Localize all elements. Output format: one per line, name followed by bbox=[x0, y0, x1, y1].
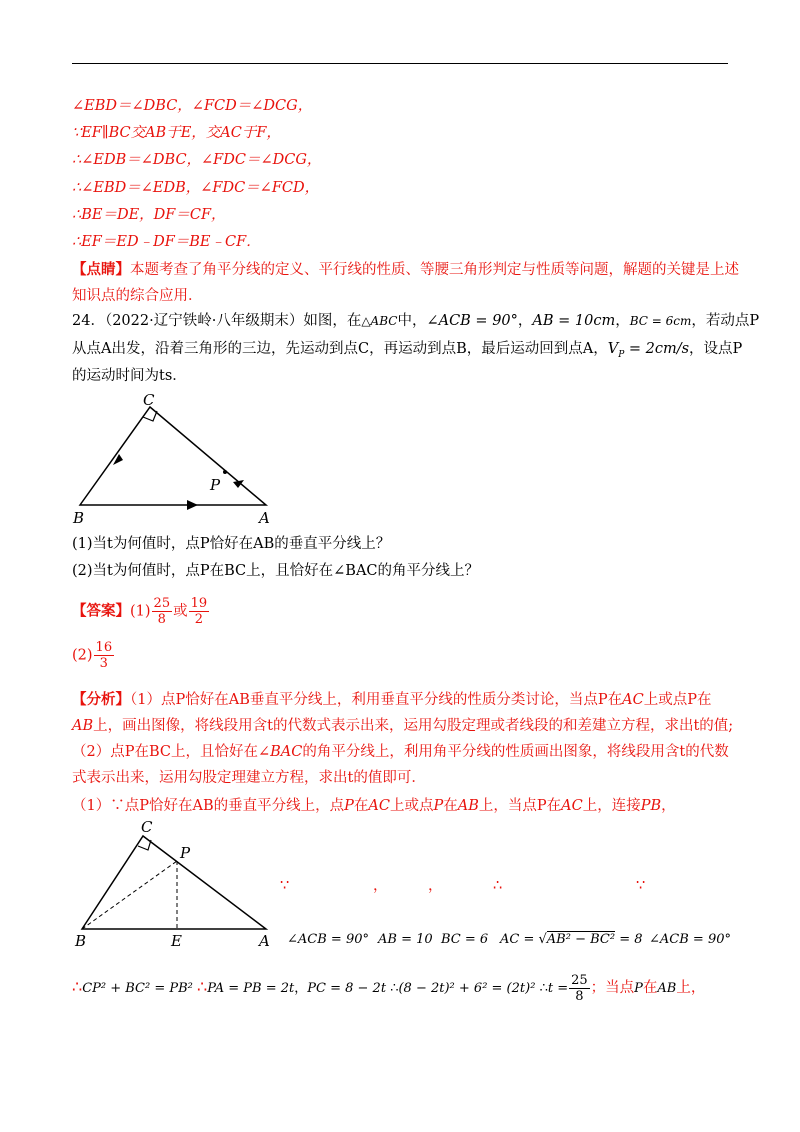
problem-ab: AB = 10cm bbox=[532, 313, 616, 329]
analysis-ac: AC bbox=[622, 692, 644, 708]
problem-vp: V bbox=[607, 341, 619, 357]
header-rule bbox=[72, 63, 728, 64]
problem-text-e: ，设点P bbox=[689, 341, 743, 357]
dianjing-text-1: 本题考查了角平分线的定义、平行线的性质、等腰三角形判定与性质等问题，解题的关键是上述 bbox=[130, 262, 739, 278]
final-frac-num: 25 bbox=[571, 973, 588, 988]
label-a: A bbox=[259, 509, 270, 527]
answer-frac-2 bbox=[189, 596, 210, 627]
label-b-2: B bbox=[75, 932, 87, 950]
problem-angle: ∠ACB = 90° bbox=[426, 313, 518, 329]
answer-line-2 bbox=[72, 640, 115, 671]
solution-ac-2: AC bbox=[561, 798, 583, 814]
analysis-text-1a: （1）点P恰好在AB垂直平分线上，利用垂直平分线的性质分类讨论，当点P在 bbox=[130, 692, 623, 708]
final-ab: AB bbox=[657, 981, 677, 996]
answer-frac-1-den: 8 bbox=[157, 612, 166, 627]
final-frac bbox=[569, 973, 590, 1004]
label-c-2: C bbox=[141, 818, 153, 836]
dianjing-line-1 bbox=[72, 260, 739, 280]
answer-frac-2-num: 19 bbox=[190, 596, 208, 611]
triangle-figure-2 bbox=[70, 818, 280, 953]
final-eq-3: PC = 8 − 2t bbox=[307, 981, 387, 996]
problem-line-1 bbox=[72, 311, 759, 331]
proof-line-6: ∴EF＝ED﹣DF＝BE﹣CF． bbox=[72, 234, 261, 250]
problem-line-3: 的运动时间为ts． bbox=[72, 368, 187, 384]
label-e-2: E bbox=[171, 932, 182, 950]
problem-text-a: 24．（2022·辽宁铁岭·八年级期末）如图，在 bbox=[72, 313, 362, 329]
solution-ab: AB bbox=[457, 798, 479, 814]
problem-text-b: 中， bbox=[397, 313, 427, 329]
analysis-bac: ∠BAC bbox=[258, 744, 303, 760]
triangle-abc bbox=[80, 407, 266, 505]
final-therefore-1: ∴ bbox=[72, 977, 83, 996]
problem-text-d: 从点A出发，沿着三角形的三边，先运动到点C，再运动到点B，最后运动回到点A， bbox=[72, 341, 608, 357]
arrow-a-to-c bbox=[233, 480, 244, 488]
analysis-ab: AB bbox=[72, 718, 94, 734]
solution-text-a: （1）∵点P恰好在AB的垂直平分线上，点 bbox=[72, 798, 345, 814]
answer-frac-1 bbox=[152, 596, 173, 627]
label-a-2: A bbox=[259, 932, 270, 950]
eq-bc: BC = 6 bbox=[441, 932, 489, 947]
final-tail-2: 在 bbox=[642, 980, 658, 996]
point-p-dot bbox=[223, 470, 227, 474]
solution-text-g: ， bbox=[661, 798, 676, 814]
comma-1: ， bbox=[373, 878, 388, 894]
analysis-text-2: 上，画出图像，将线段用含t的代数式表示出来，运用勾股定理或者线段的和差建立方程，求出t的值; bbox=[93, 718, 734, 734]
final-eq-1: CP² + BC² = PB² bbox=[82, 981, 193, 996]
problem-line-2 bbox=[72, 339, 742, 365]
dashed-pb bbox=[82, 861, 177, 929]
because-2: ∵ bbox=[636, 878, 646, 894]
analysis-line-2 bbox=[72, 716, 733, 736]
label-p: P bbox=[210, 476, 221, 494]
final-eq-4: (8 − 2t)² + 6² = (2t)² bbox=[398, 981, 536, 996]
analysis-tag: 【分析】 bbox=[72, 691, 130, 708]
answer-frac-3-den: 3 bbox=[99, 656, 108, 671]
analysis-text-3a: （2）点P在BC上，且恰好在 bbox=[72, 744, 258, 760]
problem-vp-sub: P bbox=[618, 349, 625, 360]
comma-2: ， bbox=[428, 878, 443, 894]
final-therefore-4: ∴ bbox=[539, 981, 548, 996]
eq-acb-2: ∠ACB = 90° bbox=[649, 932, 731, 947]
answer-frac-3 bbox=[94, 640, 115, 671]
analysis-text-1b: 上或点P在 bbox=[643, 692, 712, 708]
answer-part-1: (1) bbox=[130, 603, 151, 620]
therefore-1: ∴ bbox=[493, 878, 503, 894]
solution-text-b: 在 bbox=[353, 798, 369, 814]
proof-line-3: ∴∠EDB＝∠DBC，∠FDC＝∠DCG， bbox=[72, 152, 322, 168]
eq-acb-1: ∠ACB = 90° bbox=[287, 932, 369, 947]
final-therefore-2: ∴ bbox=[197, 977, 208, 996]
problem-bc: BC = 6cm bbox=[629, 314, 692, 328]
solution-text-c: 上或点 bbox=[389, 798, 434, 814]
analysis-line-1 bbox=[72, 690, 711, 710]
answer-frac-1-num: 25 bbox=[153, 596, 171, 611]
problem-sep-2: ， bbox=[615, 313, 630, 329]
dianjing-tag: 【点睛】 bbox=[72, 261, 130, 278]
answer-frac-3-num: 16 bbox=[95, 640, 113, 655]
final-eq-2: PA = PB = 2t bbox=[207, 981, 295, 996]
triangle-abc-2 bbox=[82, 836, 266, 929]
proof-line-5: ∴BE＝DE，DF＝CF， bbox=[72, 207, 226, 223]
label-p-2: P bbox=[180, 844, 191, 862]
analysis-line-3 bbox=[72, 742, 729, 762]
question-1: (1)当t为何值时，点P恰好在AB的垂直平分线上？ bbox=[72, 536, 391, 552]
solution-text-d: 在 bbox=[443, 798, 458, 814]
right-angle-mark bbox=[143, 411, 157, 421]
dianjing-line-2: 知识点的综合应用． bbox=[72, 288, 203, 304]
problem-sep-1: ， bbox=[517, 313, 533, 329]
final-line bbox=[72, 972, 705, 1004]
eq-ac-left: AC = bbox=[500, 932, 539, 947]
question-2: (2)当t为何值时，点P在BC上，且恰好在∠BAC的角平分线上？ bbox=[72, 563, 480, 579]
analysis-text-3b: 的角平分线上，利用角平分线的性质画出图象，将线段用含t的代数 bbox=[302, 744, 729, 760]
solution-ac-1: AC bbox=[368, 798, 390, 814]
answer-line-1 bbox=[72, 596, 210, 627]
solution-p-2: P bbox=[433, 798, 444, 814]
final-p: P bbox=[634, 981, 643, 996]
triangle-figure-1 bbox=[70, 392, 290, 532]
final-eq-5: t = bbox=[547, 981, 569, 996]
proof-line-4: ∴∠EBD＝∠EDB，∠FDC＝∠FCD， bbox=[72, 180, 320, 196]
final-tail-3: 上， bbox=[676, 980, 706, 996]
final-tail-1: ；当点 bbox=[590, 980, 635, 996]
solution-line-1 bbox=[72, 796, 676, 816]
answer-or: 或 bbox=[173, 603, 188, 620]
problem-vp-val: = 2cm/s bbox=[624, 341, 690, 357]
sqrt-sign-icon: √ bbox=[538, 932, 547, 947]
answer-part-2: (2) bbox=[72, 647, 93, 664]
answer-tag: 【答案】 bbox=[72, 602, 130, 620]
eq-ab: AB = 10 bbox=[378, 932, 433, 947]
eq-ac-right: = 8 bbox=[615, 932, 643, 947]
label-c: C bbox=[143, 392, 155, 409]
because-1: ∵ bbox=[280, 878, 290, 894]
problem-triangle: △ABC bbox=[361, 314, 398, 328]
arrow-b-to-a bbox=[187, 500, 198, 510]
label-b: B bbox=[73, 509, 85, 527]
solution-p-1: P bbox=[344, 798, 354, 814]
solution-text-f: 上，连接 bbox=[582, 798, 641, 814]
analysis-line-4: 式表示出来，运用勾股定理建立方程，求出t的值即可． bbox=[72, 770, 426, 786]
proof-line-1: ∠EBD＝∠DBC，∠FCD＝∠DCG， bbox=[72, 98, 313, 114]
proof-line-2: ∵EF∥BC交AB于E，交AC于F， bbox=[72, 125, 281, 141]
problem-text-c: ，若动点P bbox=[691, 313, 760, 329]
final-therefore-3: ∴ bbox=[390, 981, 399, 996]
solution-text-e: 上，当点P在 bbox=[478, 798, 562, 814]
final-frac-den: 8 bbox=[575, 989, 584, 1004]
answer-frac-2-den: 2 bbox=[194, 612, 203, 627]
eq-ac bbox=[500, 930, 643, 950]
solution-pb: PB bbox=[640, 798, 662, 814]
final-sep: ， bbox=[294, 981, 308, 996]
eq-ac-radicand: AB² − BC² bbox=[546, 932, 616, 947]
